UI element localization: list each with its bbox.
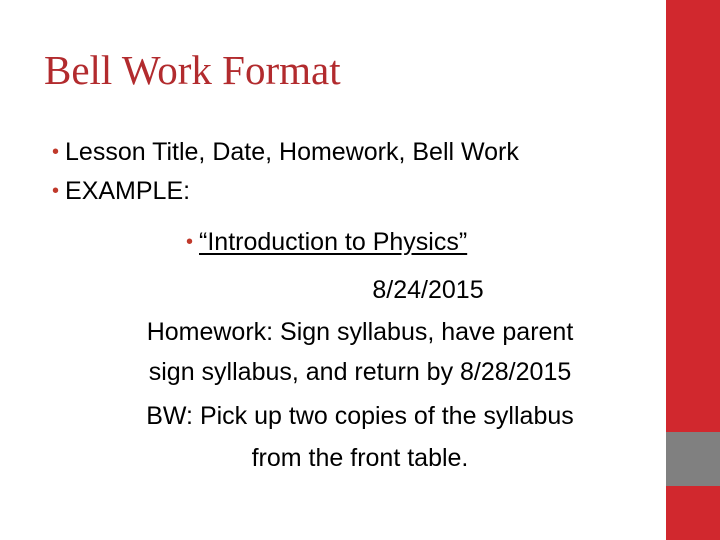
bullet-icon: • — [52, 180, 60, 202]
bullet-text: Lesson Title, Date, Homework, Bell Work — [65, 138, 519, 166]
example-homework-line-2: sign syllabus, and return by 8/28/2015 — [148, 358, 572, 386]
slide-title: Bell Work Format — [44, 47, 341, 93]
bullet-item-lesson-format — [52, 136, 519, 168]
example-bell-work-line-1: BW: Pick up two copies of the syllabus — [146, 402, 574, 430]
bullet-text: EXAMPLE: — [65, 177, 191, 205]
sidebar-red-segment-bottom — [666, 486, 720, 540]
example-homework-line-1: Homework: Sign syllabus, have parent — [146, 318, 574, 346]
sidebar-red-segment-top — [666, 0, 720, 432]
lesson-title-text: “Introduction to Physics” — [199, 228, 468, 256]
sidebar-gray-segment — [666, 432, 720, 486]
bullet-icon: • — [186, 231, 194, 253]
bullet-item-example — [52, 175, 190, 207]
example-lesson-title — [186, 226, 467, 258]
bullet-icon: • — [52, 141, 60, 163]
decorative-sidebar — [666, 0, 720, 540]
example-date: 8/24/2015 — [372, 276, 484, 304]
example-bell-work-line-2: from the front table. — [251, 444, 469, 472]
